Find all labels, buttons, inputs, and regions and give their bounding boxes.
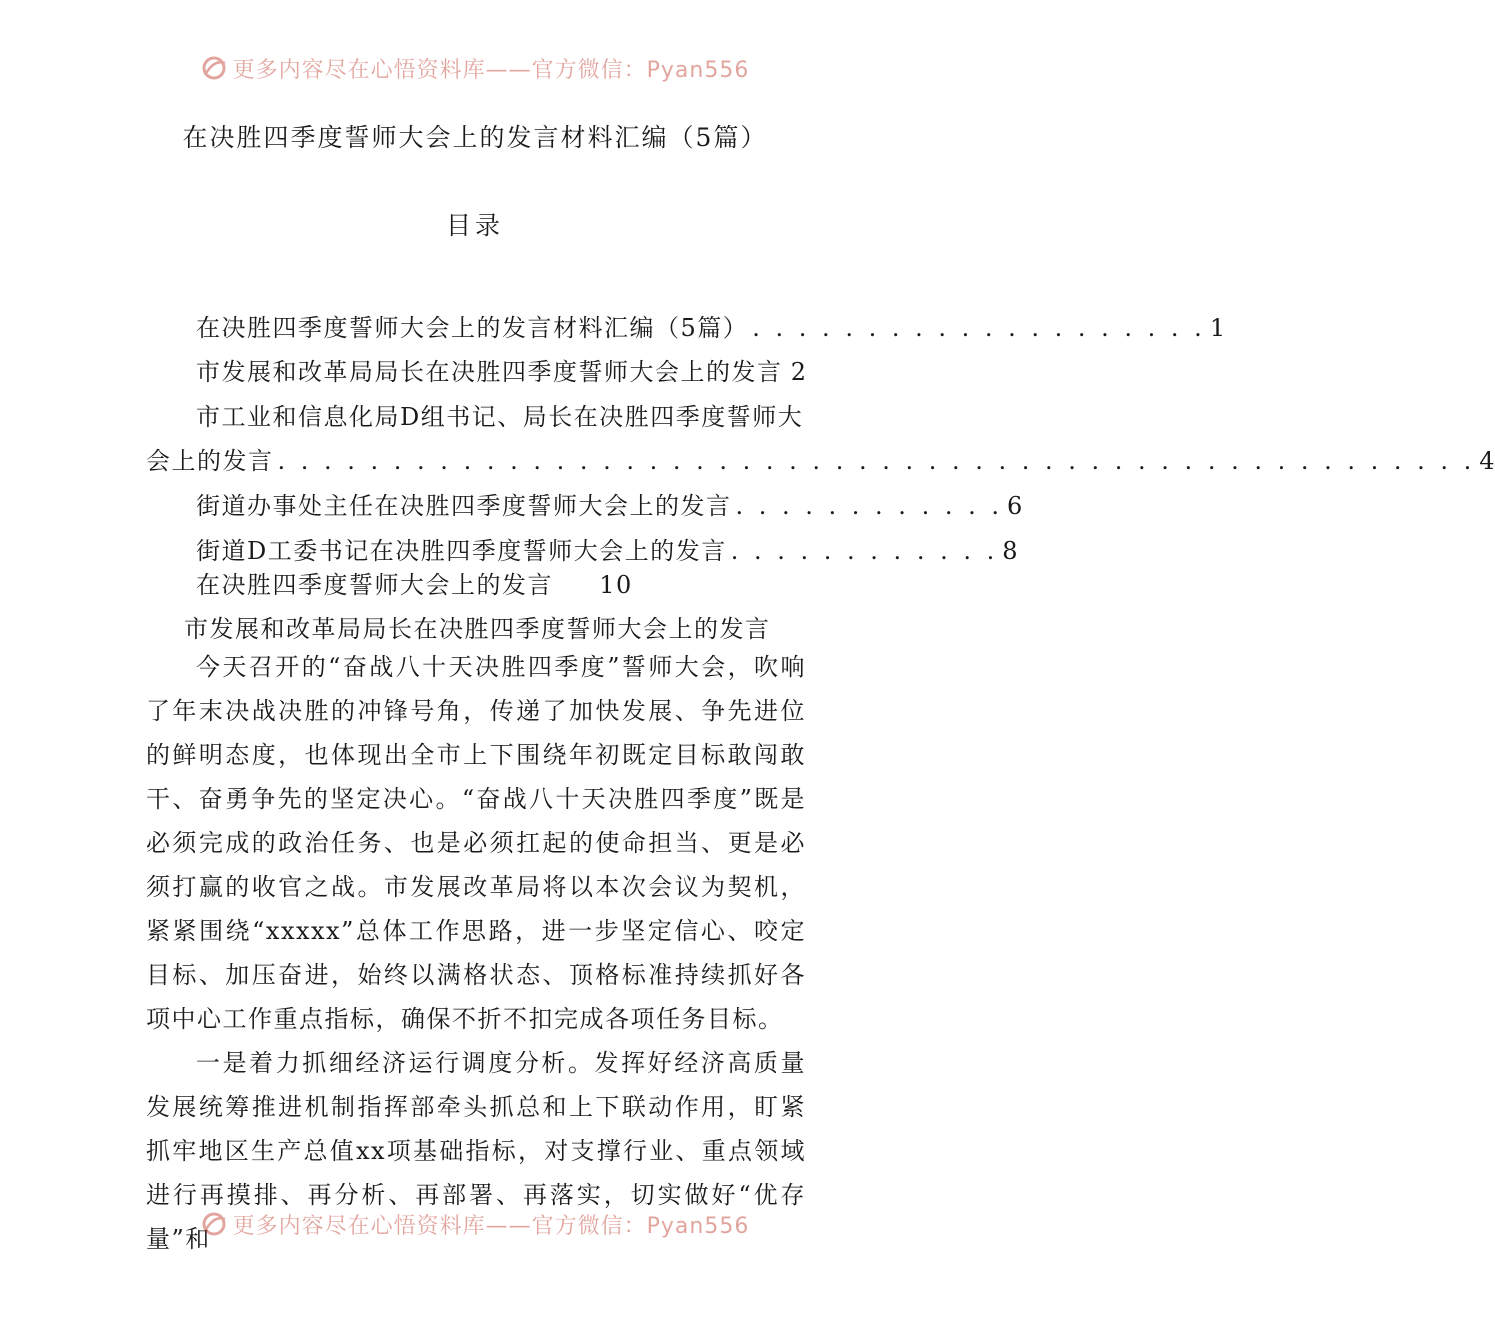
toc-leader-dots: . . . . . . . . . . . . . . . . . . . . [752, 314, 1206, 342]
watermark-bottom [0, 1208, 950, 1240]
body-paragraph-1: 今天召开的“奋战八十天决胜四季度”誓师大会，吹响了年末决战决胜的冲锋号角，传递了加快发展、争先进位的鲜明态度，也体现出全市上下围绕年初既定目标敢闯敢干、奋勇争先的坚定决心。“奋战八十天决胜四季度”既是必须完成的政治任务、也是必须扛起的使命担当、更是必须打赢的收官之战。市发展改革局将以本次会议为契机，紧紧围绕“xxxxx”总体工作思路，进一步坚定信心、咬定目标、加压奋进，始终以满格状态、顶格标准持续抓好各项中心工作重点指标，确保不折不扣完成各项任务目标。 [146, 653, 806, 1033]
toc-entry-3[interactable] [146, 441, 1495, 476]
toc-entry-title: 在决胜四季度誓师大会上的发言 [196, 571, 553, 599]
body-paragraph-2: 一是着力抓细经济运行调度分析。发挥好经济高质量发展统筹推进机制指挥部牵头抓总和上下联动作用，盯紧抓牢地区生产总值xx项基础指标，对支撑行业、重点领域进行再摸排、再分析、再部署、再落实，切实做好“优存量”和 [146, 1049, 806, 1253]
toc-entry-5[interactable] [196, 531, 1018, 566]
toc-leader-dots: . . . . . . . . . . . . [730, 537, 999, 565]
logo-icon [201, 55, 227, 81]
toc-entry-title: 市发展和改革局局长在决胜四季度誓师大会上的发言 [196, 358, 783, 386]
toc-heading: 目录 [445, 211, 504, 240]
toc-leader-dots: . . . . . . . . . . . . [735, 492, 1003, 520]
toc-entry-title: 在决胜四季度誓师大会上的发言材料汇编（5篇） [196, 314, 749, 342]
toc-entry-3-line1[interactable]: 市工业和信息化局D组书记、局长在决胜四季度誓师大 [196, 403, 804, 431]
toc-entry-1[interactable] [196, 308, 1226, 343]
watermark-top [0, 52, 950, 84]
watermark-text: 更多内容尽在心悟资料库——官方微信：Pyan556 [232, 1213, 750, 1239]
toc-entry-page: 2 [790, 358, 806, 386]
toc-entry-page: 6 [1006, 492, 1023, 520]
toc-leader-dots: . . . . . . . . . . . . . . . . . . . . . . . . . . . . . . . . . . . . . . . . . . . . . . . . . . . . [277, 447, 1476, 475]
section-heading: 市发展和改革局局长在决胜四季度誓师大会上的发言 [184, 615, 771, 643]
toc-entry-page: 10 [599, 571, 633, 599]
watermark-text: 更多内容尽在心悟资料库——官方微信：Pyan556 [232, 57, 750, 83]
toc-entry-2[interactable] [196, 352, 806, 387]
logo-icon [201, 1211, 227, 1237]
toc-entry-4[interactable] [196, 486, 1023, 521]
document-title: 在决胜四季度誓师大会上的发言材料汇编（5篇） [182, 123, 768, 152]
toc-entry-title: 街道D工委书记在决胜四季度誓师大会上的发言 [196, 537, 727, 565]
toc-entry-6[interactable] [196, 565, 633, 600]
toc-entry-title: 会上的发言 [146, 447, 274, 475]
toc-entry-page: 1 [1209, 314, 1226, 342]
toc-entry-page: 4 [1479, 447, 1495, 475]
toc-entry-title: 街道办事处主任在决胜四季度誓师大会上的发言 [196, 492, 732, 520]
toc-entry-page: 8 [1002, 537, 1018, 565]
